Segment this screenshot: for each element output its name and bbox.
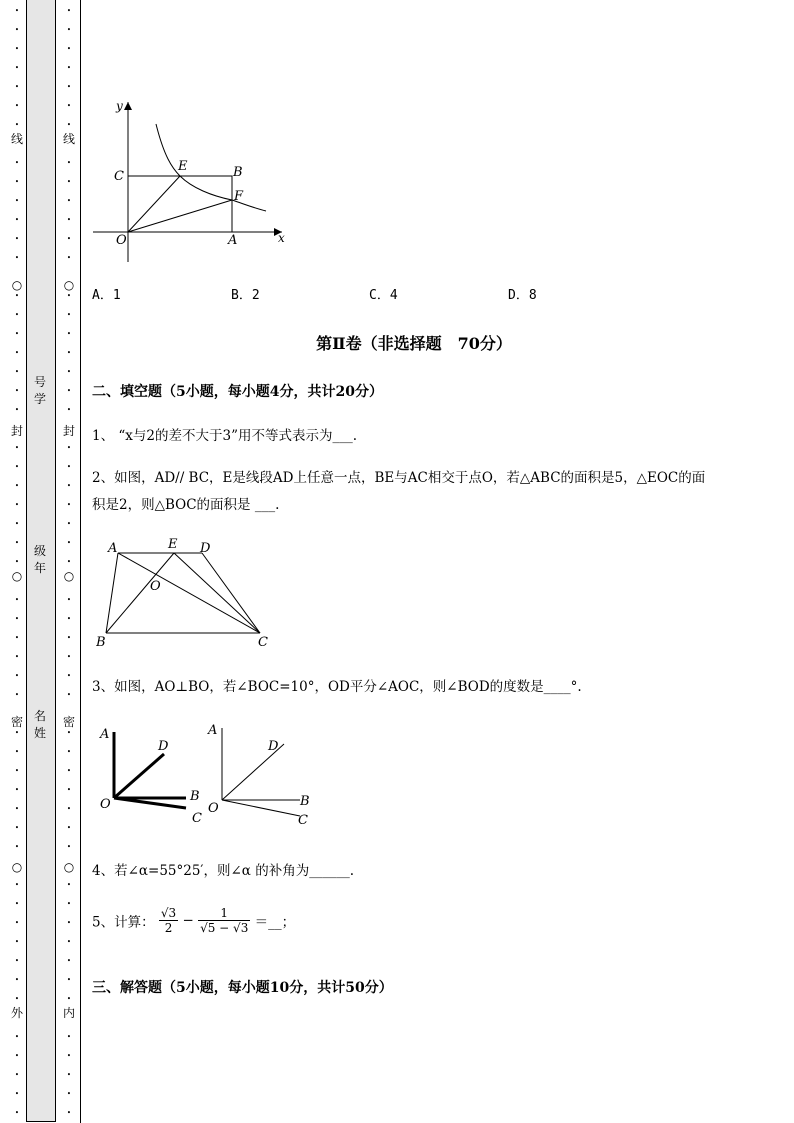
part-title: 第Ⅱ卷（非选择题 70分） — [316, 334, 512, 353]
inner-dot: • — [66, 159, 72, 167]
inner-dot: • — [66, 83, 72, 91]
outer-dot: • — [14, 558, 20, 566]
inner-dot: • — [66, 330, 72, 338]
label-O: O — [208, 801, 219, 816]
q5-frac1-denominator: 2 — [164, 921, 173, 935]
inner-dot: • — [66, 824, 72, 832]
inner-dot: • — [66, 45, 72, 53]
inner-dot-column — [62, 0, 76, 1123]
outer-dot: • — [14, 615, 20, 623]
binding-line — [80, 0, 81, 1123]
inner-marker: ○ — [63, 860, 75, 874]
inner-dot: • — [66, 539, 72, 547]
inner-dot: • — [66, 672, 72, 680]
q5-prefix: 5、计算： — [92, 914, 155, 931]
inner-dot: • — [66, 919, 72, 927]
outer-dot: • — [14, 292, 20, 300]
outer-dot: • — [14, 938, 20, 946]
label-B: B — [233, 165, 243, 180]
inner-dot: • — [66, 368, 72, 376]
inner-dot: • — [66, 1033, 72, 1041]
outer-dot: • — [14, 881, 20, 889]
label-A: A — [108, 541, 118, 556]
outer-marker: 线 — [10, 132, 23, 146]
inner-dot: • — [66, 995, 72, 1003]
q5-fraction-2 — [198, 906, 250, 935]
outer-dot: • — [14, 1071, 20, 1079]
outer-dot: • — [14, 1052, 20, 1060]
outer-dot: • — [14, 634, 20, 642]
inner-dot: • — [66, 387, 72, 395]
option-d: D．8 — [508, 288, 537, 303]
inner-dot: • — [66, 197, 72, 205]
field-name: 名姓 — [33, 709, 46, 740]
inner-dot: • — [66, 26, 72, 34]
outer-marker: 外 — [10, 1006, 23, 1020]
inner-dot: • — [66, 805, 72, 813]
inner-dot: • — [66, 938, 72, 946]
outer-dot: • — [14, 64, 20, 72]
label-D: D — [158, 739, 169, 754]
q5-fraction-1 — [159, 906, 178, 935]
label-O: O — [150, 579, 161, 594]
outer-dot: • — [14, 691, 20, 699]
outer-dot: • — [14, 83, 20, 91]
question-5 — [92, 906, 295, 935]
label-A: A — [208, 723, 218, 738]
label-D: D — [200, 541, 211, 556]
inner-dot: • — [66, 881, 72, 889]
outer-dot: • — [14, 786, 20, 794]
outer-marker: 密 — [10, 715, 23, 729]
outer-dot-column — [10, 0, 24, 1123]
outer-dot: • — [14, 919, 20, 927]
inner-dot: • — [66, 1090, 72, 1098]
inner-dot: • — [66, 615, 72, 623]
outer-dot: • — [14, 957, 20, 965]
outer-dot: • — [14, 444, 20, 452]
inner-dot: • — [66, 1052, 72, 1060]
section2-title: 二、填空题（5小题，每小题4分，共计20分） — [92, 384, 383, 400]
label-A: A — [228, 233, 238, 248]
label-B: B — [300, 794, 310, 809]
outer-dot: • — [14, 767, 20, 775]
label-C: C — [298, 813, 308, 828]
inner-dot: • — [66, 1071, 72, 1079]
label-F: F — [234, 189, 244, 204]
inner-dot: • — [66, 216, 72, 224]
label-B: B — [96, 635, 106, 650]
outer-dot: • — [14, 501, 20, 509]
outer-dot: • — [14, 824, 20, 832]
label-O: O — [100, 797, 111, 812]
inner-dot: • — [66, 748, 72, 756]
inner-dot: • — [66, 102, 72, 110]
outer-dot: • — [14, 311, 20, 319]
inner-marker: ○ — [63, 569, 75, 583]
label-O: O — [116, 233, 127, 248]
inner-dot: • — [66, 976, 72, 984]
inner-dot: • — [66, 767, 72, 775]
label-B: B — [190, 789, 200, 804]
inner-marker: ○ — [63, 278, 75, 292]
label-x: x — [278, 231, 285, 245]
outer-marker: 封 — [10, 424, 23, 438]
outer-dot: • — [14, 235, 20, 243]
option-b: B．2 — [231, 288, 260, 303]
outer-dot: • — [14, 1090, 20, 1098]
exam-content — [92, 0, 782, 1123]
inner-dot: • — [66, 482, 72, 490]
inner-dot: • — [66, 900, 72, 908]
question-4: 4、若∠α=55°25′，则∠α 的补角为______. — [92, 863, 355, 879]
outer-dot: • — [14, 1109, 20, 1117]
label-C: C — [114, 169, 124, 184]
label-E: E — [178, 159, 188, 174]
inner-marker: 封 — [62, 424, 75, 438]
inner-dot: • — [66, 7, 72, 15]
outer-dot: • — [14, 463, 20, 471]
outer-dot: • — [14, 596, 20, 604]
inner-dot: • — [66, 634, 72, 642]
inner-dot: • — [66, 691, 72, 699]
inner-dot: • — [66, 843, 72, 851]
q5-frac1-numerator: √3 — [160, 906, 177, 920]
inner-dot: • — [66, 520, 72, 528]
outer-dot: • — [14, 216, 20, 224]
trapezoid-figure — [96, 536, 276, 652]
label-A: A — [100, 727, 110, 742]
inner-marker: 内 — [62, 1006, 75, 1020]
outer-dot: • — [14, 976, 20, 984]
question-2-line1: 2、如图，AD// BC，E是线段AD上任意一点，BE与AC相交于点O，若△ABC的面积是5，△EOC的面 — [92, 470, 706, 486]
inner-dot: • — [66, 178, 72, 186]
outer-dot: • — [14, 748, 20, 756]
outer-dot: • — [14, 349, 20, 357]
binding-margin — [0, 0, 82, 1123]
q5-frac2-numerator: 1 — [198, 906, 250, 921]
label-E: E — [168, 537, 178, 552]
inner-dot: • — [66, 444, 72, 452]
outer-dot: • — [14, 805, 20, 813]
q5-frac2-denominator: √5 − √3 — [200, 921, 249, 935]
option-c: C．4 — [369, 288, 398, 303]
outer-dot: • — [14, 900, 20, 908]
outer-dot: • — [14, 368, 20, 376]
outer-dot: • — [14, 843, 20, 851]
outer-dot: • — [14, 482, 20, 490]
outer-dot: • — [14, 26, 20, 34]
label-y: y — [116, 99, 123, 113]
outer-dot: • — [14, 729, 20, 737]
inner-marker: 线 — [62, 132, 75, 146]
outer-dot: • — [14, 406, 20, 414]
option-a: A．1 — [92, 288, 121, 303]
outer-dot: • — [14, 254, 20, 262]
inner-dot: • — [66, 786, 72, 794]
section3-title: 三、解答题（5小题，每小题10分，共计50分） — [92, 980, 393, 996]
question-2-line2: 积是2，则△BOC的面积是 ___. — [92, 497, 280, 513]
outer-dot: • — [14, 121, 20, 129]
hyperbola-rectangle-figure — [92, 96, 292, 266]
outer-dot: • — [14, 102, 20, 110]
inner-dot: • — [66, 311, 72, 319]
outer-dot: • — [14, 45, 20, 53]
outer-marker: ○ — [11, 860, 23, 874]
outer-dot: • — [14, 539, 20, 547]
outer-dot: • — [14, 995, 20, 1003]
outer-dot: • — [14, 1033, 20, 1041]
label-C: C — [258, 635, 268, 650]
outer-dot: • — [14, 653, 20, 661]
label-C: C — [192, 811, 202, 826]
inner-dot: • — [66, 596, 72, 604]
inner-dot: • — [66, 653, 72, 661]
inner-dot: • — [66, 349, 72, 357]
inner-dot: • — [66, 235, 72, 243]
inner-dot: • — [66, 64, 72, 72]
inner-dot: • — [66, 254, 72, 262]
inner-dot: • — [66, 729, 72, 737]
outer-marker: ○ — [11, 278, 23, 292]
inner-dot: • — [66, 558, 72, 566]
inner-dot: • — [66, 292, 72, 300]
question-1: 1、 “x与2的差不大于3”用不等式表示为___. — [92, 428, 358, 444]
outer-dot: • — [14, 387, 20, 395]
angle-figure-bold — [98, 722, 208, 832]
inner-dot: • — [66, 1109, 72, 1117]
label-D: D — [268, 739, 279, 754]
q5-minus: − — [182, 912, 194, 929]
outer-dot: • — [14, 7, 20, 15]
inner-dot: • — [66, 121, 72, 129]
inner-dot: • — [66, 463, 72, 471]
outer-marker: ○ — [11, 569, 23, 583]
outer-dot: • — [14, 197, 20, 205]
q5-suffix: ＝__； — [254, 914, 296, 931]
inner-dot: • — [66, 957, 72, 965]
angle-figure-thin — [204, 718, 324, 832]
outer-dot: • — [14, 330, 20, 338]
field-student-number: 号学 — [33, 375, 46, 406]
field-grade: 级年 — [33, 544, 46, 575]
outer-dot: • — [14, 520, 20, 528]
inner-dot: • — [66, 501, 72, 509]
outer-dot: • — [14, 159, 20, 167]
outer-dot: • — [14, 178, 20, 186]
question-3: 3、如图，AO⊥BO，若∠BOC=10°，OD平分∠AOC，则∠BOD的度数是____°. — [92, 679, 582, 695]
outer-dot: • — [14, 672, 20, 680]
inner-marker: 密 — [62, 715, 75, 729]
inner-dot: • — [66, 406, 72, 414]
